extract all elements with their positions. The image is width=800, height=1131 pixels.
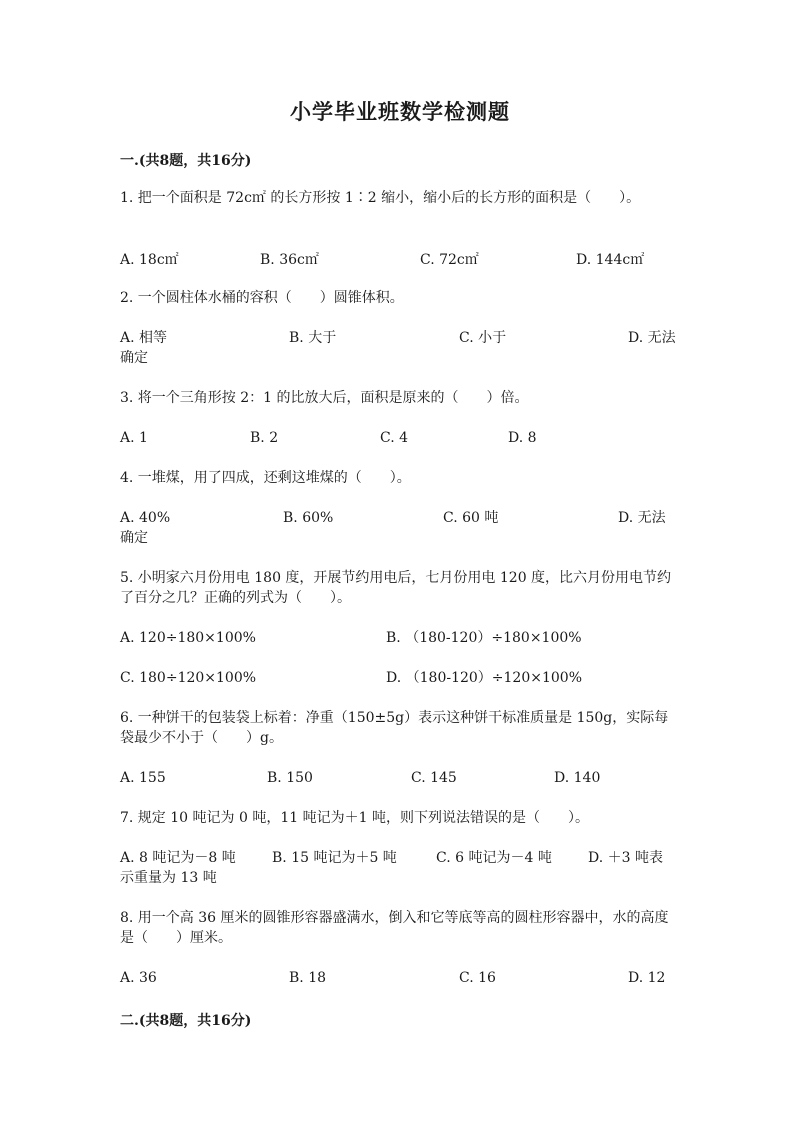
option-c: C. 60 吨: [443, 510, 499, 526]
option-a: A. 相等: [120, 330, 168, 346]
question-5-stem: 5. 小明家六月份用电 180 度，开展节约用电后，七月份用电 120 度，比六月份用电节约了百分之几？正确的列式为（ ）。: [120, 570, 672, 606]
question-2-option-continuation: 确定: [120, 350, 148, 366]
option-a: A. 1: [120, 430, 148, 446]
option-c: C. 180÷120×100%: [120, 670, 257, 686]
option-b: B. 15 吨记为＋5 吨: [272, 850, 397, 866]
question-5-options-row-2: [120, 668, 680, 688]
question-6-stem: 6. 一种饼干的包装袋上标着：净重（150±5g）表示这种饼干标准质量是 150g，实际每袋最少不小于（ ）g。: [120, 710, 669, 746]
option-c: C. 小于: [459, 330, 507, 346]
question-5-options-row-1: [120, 628, 680, 648]
question-4-stem: 4. 一堆煤，用了四成，还剩这堆煤的（ ）。: [120, 470, 411, 486]
option-a: A. 155: [120, 770, 166, 786]
question-4-option-continuation: 确定: [120, 530, 148, 546]
option-b: B. 2: [250, 430, 279, 446]
page-title: 小学毕业班数学检测题: [290, 99, 510, 124]
question-8-options: [120, 968, 680, 988]
option-c: C. 6 吨记为－4 吨: [436, 850, 552, 866]
question-4-options: [120, 508, 680, 528]
question-7-options: [120, 848, 680, 868]
option-b: B. 150: [267, 770, 313, 786]
option-d: D. 140: [554, 770, 601, 786]
option-a: A. 8 吨记为－8 吨: [120, 850, 236, 866]
option-a: A. 40%: [120, 510, 171, 526]
question-2-stem: 2. 一个圆柱体水桶的容积（ ）圆锥体积。: [120, 290, 404, 306]
option-c: C. 145: [411, 770, 457, 786]
option-a: A. 120÷180×100%: [120, 630, 256, 646]
option-d: D. 12: [628, 970, 666, 986]
question-1-options: [120, 250, 680, 270]
option-d: D. 无法: [618, 510, 666, 526]
option-a: A. 18c㎡: [120, 252, 179, 268]
option-a: A. 36: [120, 970, 157, 986]
question-3-options: [120, 428, 680, 448]
option-d: D. 8: [508, 430, 537, 446]
option-d: D. （180-120）÷120×100%: [386, 670, 583, 686]
option-d: D. 无法: [628, 330, 676, 346]
option-b: B. 18: [289, 970, 327, 986]
section-heading-2: 二.(共8题，共16分): [120, 1013, 252, 1029]
option-c: C. 4: [380, 430, 409, 446]
option-b: B. 60%: [283, 510, 334, 526]
option-b: B. 36c㎡: [260, 252, 319, 268]
question-1-stem: 1. 把一个面积是 72c㎡ 的长方形按 1∶2 缩小，缩小后的长方形的面积是（ ）。: [120, 190, 641, 206]
option-b: B. 大于: [289, 330, 337, 346]
question-7-stem: 7. 规定 10 吨记为 0 吨，11 吨记为＋1 吨，则下列说法错误的是（ ）。: [120, 810, 589, 826]
section-heading-1: 一.(共8题，共16分): [120, 153, 252, 169]
option-c: C. 72c㎡: [420, 252, 479, 268]
question-7-option-continuation: 示重量为 13 吨: [120, 870, 217, 886]
question-6-options: [120, 768, 680, 788]
option-d: D. ＋3 吨表: [588, 850, 663, 866]
question-2-options: [120, 328, 680, 348]
option-b: B. （180-120）÷180×100%: [386, 630, 582, 646]
option-d: D. 144c㎡: [576, 252, 645, 268]
question-3-stem: 3. 将一个三角形按 2：1 的比放大后，面积是原来的（ ）倍。: [120, 390, 529, 406]
option-c: C. 16: [459, 970, 496, 986]
question-8-stem: 8. 用一个高 36 厘米的圆锥形容器盛满水，倒入和它等底等高的圆柱形容器中，水的高度是（ ）厘米。: [120, 910, 669, 946]
